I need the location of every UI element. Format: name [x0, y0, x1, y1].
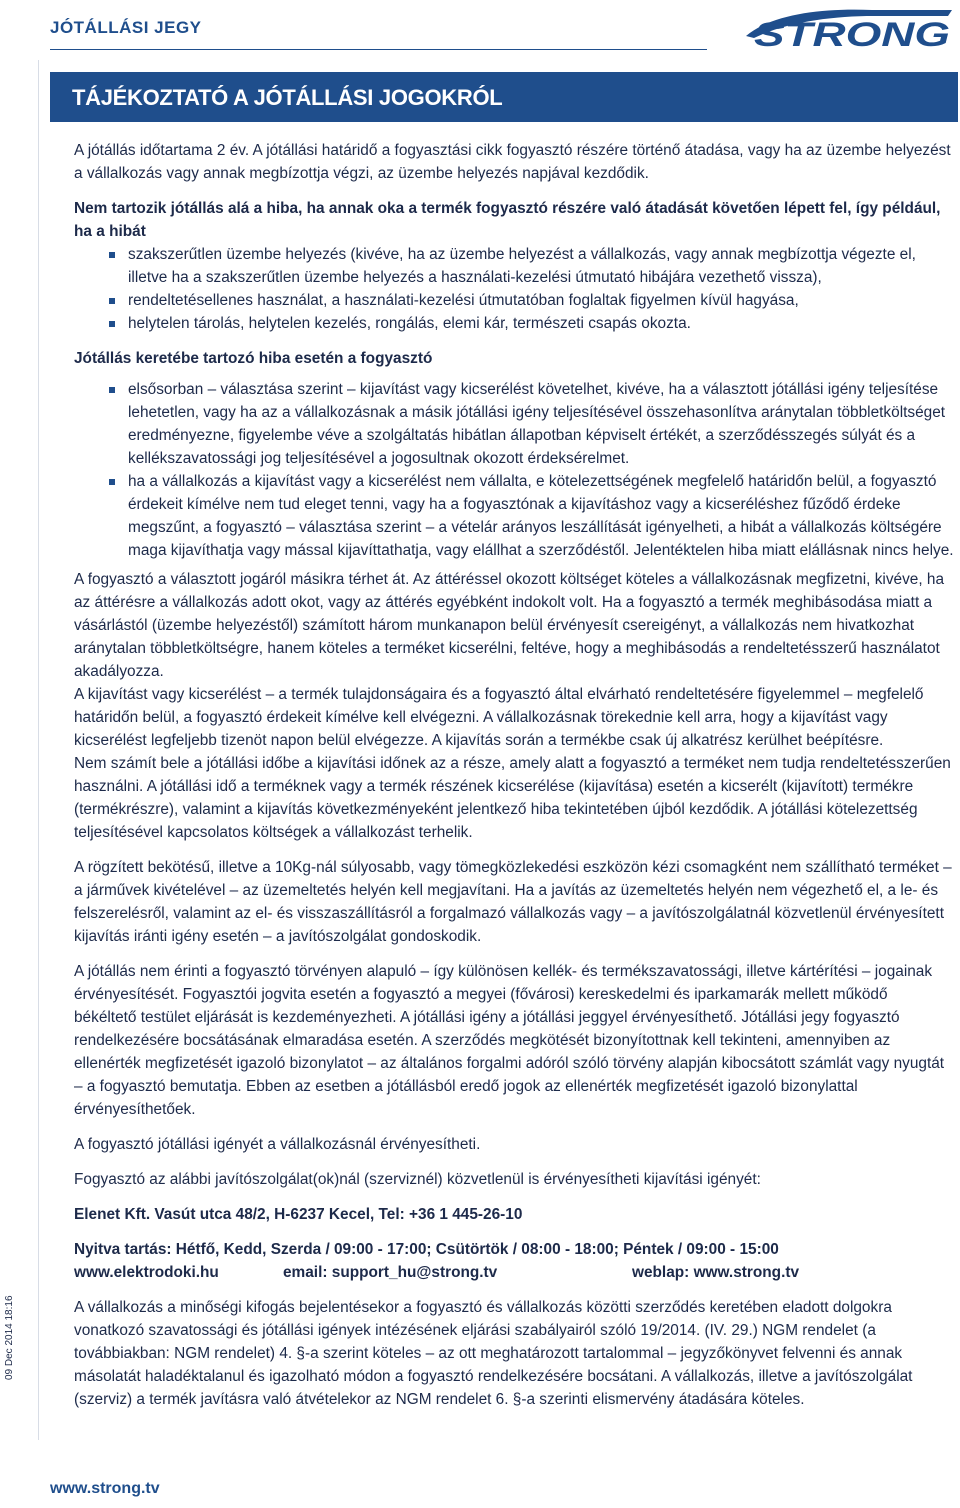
opening-hours: Nyitva tartás: Hétfő, Kedd, Szerda / 09:00 - 17:00; Csütörtök / 08:00 - 18:00; Péntek / 09:00 - 15:00	[74, 1241, 779, 1258]
contact-row	[74, 1261, 954, 1284]
paragraph-warranty-period: Nem számít bele a jótállási időbe a kijavítási időnek az a része, amely alatt a fogyasztó a terméket nem tudja rendeltetésszerűen használni. A jótállási idő a terméknek vagy a termék részének kicserélése (kijavítása) esetén a kicserélt (kijavított) termékre (termékrészre), valamint a kijavítás következményeként jelentkező hiba tekintetében újból kezdődik. A jótállási kötelezettség teljesítésével kapcsolatos költségek a vállalkozást terhelik.	[74, 755, 951, 841]
list-item: rendeltetésellenes használat, a használati-kezelési útmutatóban foglaltak figyelmen kívül hagyása,	[74, 289, 954, 312]
paragraph-repair-deadline: A kijavítást vagy kicserélést – a termék tulajdonságaira és a fogyasztó által elvárható rendeltetésére figyelemmel – megfelelő határidőn belül, a fogyasztó érdekeit kímélve kell elvégezni. A vállalkozásnak törekednie kell arra, hogy a kijavítást vagy kicserélést legfeljebb tizenöt napon belül elvégezze. A kijavítás során a termékbe csak új alkatrész kerülhet beépítésre.	[74, 686, 924, 749]
support-email-link[interactable]: email: support_hu@strong.tv	[283, 1264, 498, 1281]
exclusion-list	[74, 243, 954, 335]
paragraph-consumer-rights: A jótállás nem érinti a fogyasztó törvényen alapuló – így különösen kellék- és termékszavatossági, illetve kártérítési – jogainak érvényesítését. Fogyasztói jogvita esetén a fogyasztó a megyei (fővárosi) kereskedelmi és iparkamarák mellett működő békéltető testület eljárását is kezdeményezheti. A jótállási igény a jótállási jeggyel érvényesíthető. Jótállási jegy fogyasztó rendelkezésére bocsátásának elmaradása esetén. A szerződés megkötését bizonyítottnak kell tekinteni, amennyiben az ellenérték megfizetését igazoló bizonylatot – az általános forgalmi adóról szóló törvény alapján kibocsátott számlát vagy nyugtát – a fogyasztó bemutatja. Ebben az esetben a jótállásból eredő jogok az ellenérték megfizetését igazoló bizonylattal érvényesíthetőek.	[74, 963, 945, 1118]
paragraph-exclusions: Nem tartozik jótállás alá a hiba, ha annak oka a termék fogyasztó részére való átadását követően lépett fel, így például, ha a hibát	[74, 200, 941, 240]
paragraph-onsite-repair: A rögzített bekötésű, illetve a 10Kg-nál súlyosabb, vagy tömegközlekedési eszközön kézi csomagként nem szállítható terméket – a járművek kivételével – az üzemeltetés helyén kell megjavítani. Ha a javítás az üzemeltetés helyén nem végezhető el, a le- és felszerelésről, valamint az el- és visszaszállításról a forgalmazó vállalkozás vagy – a javítószolgálatnál közvetlenül érvényesített kijavítás iránti igény esetén – a javítószolgálat gondoskodik.	[74, 859, 952, 945]
strong-website-link[interactable]: weblap: www.strong.tv	[632, 1264, 800, 1281]
footer-url-link[interactable]: www.strong.tv	[50, 1480, 160, 1497]
section-banner	[50, 72, 958, 122]
side-rule	[38, 60, 39, 1440]
warranty-body	[74, 139, 954, 1411]
list-item: ha a vállalkozás a kijavítást vagy a kicserélést nem vállalta, e kötelezettségének megfelelő határidőn belül, a fogyasztó érdekeit kímélve nem tud eleget tenni, vagy ha a fogyasztónak a kijavításhoz vagy a kicseréléshez fűződő érdeke megszűnt, a fogyasztó – választása szerint – a vételár arányos leszállítását igényelheti, a hibát a vállalkozás költségére maga kijavíthatja vagy mással kijavíttathatja, vagy elállhat a szerződéstől. Jelentéktelen hiba miatt elállásnak nincs helye.	[74, 470, 954, 562]
rights-list	[74, 378, 954, 562]
header-divider	[50, 49, 707, 50]
service-website-link[interactable]: www.elektrodoki.hu	[74, 1264, 219, 1281]
paragraph-ngm-regulation: A vállalkozás a minőségi kifogás bejelentésekor a fogyasztó és vállalkozás közötti szerződés keretében eladott dolgokra vonatkozó szavatossági és jótállási igények intézésének eljárási szabályairól szóló 19/2014. (IV. 29.) NGM rendelet (a továbbiakban: NGM rendelet) 4. §-a szerint köteles – az ott meghatározott tartalommal – jegyzőkönyvet felvenni és annak másolatát haladéktalanul és igazolható módon a fogyasztó rendelkezésére bocsátani. A vállalkozás, illetve a javítószolgálat (szerviz) a termék javításra való átvételekor az NGM rendelet 6. §-a szerinti elismervény átadására köteles.	[74, 1299, 913, 1408]
paragraph-claim: A fogyasztó jótállási igényét a vállalkozásnál érvényesítheti.	[74, 1136, 481, 1153]
paragraph-switch-right: A fogyasztó a választott jogáról másikra térhet át. Az áttéréssel okozott költséget köteles a vállalkozásnak megfizetni, kivéve, ha az áttérésre a vállalkozás adott okot, vagy az áttérés egyébként indokolt volt. Ha a fogyasztó a termék meghibásodása miatt a vásárlástól (üzembe helyezéstől) számított három munkanapon belül érvényesít csereigényt, a vállalkozás nem hivatkozhat aránytalan többletköltségre, hanem köteles a terméket kicserélni, feltéve, hogy a meghibásodás a rendeltetésszerű használatot akadályozza.	[74, 571, 945, 680]
list-item: szakszerűtlen üzembe helyezés (kivéve, ha az üzembe helyezést a vállalkozás, vagy annak megbízottja végezte el, illetve ha a szakszerűtlen üzembe helyezés a használati-kezelési útmutató hibájára vezethető vissza),	[74, 243, 954, 289]
page-header-title: JÓTÁLLÁSI JEGY	[50, 18, 202, 37]
paragraph-duration: A jótállás időtartama 2 év. A jótállási határidő a fogyasztási cikk fogyasztó részére történő átadása, vagy ha az üzembe helyezést a vállalkozás vagy annak megbízottja végzi, az üzembe helyezés napjával kezdődik.	[74, 142, 951, 182]
paragraph-service-intro: Fogyasztó az alábbi javítószolgálat(ok)nál (szerviznél) közvetlenül is érvényesítheti kijavítási igényét:	[74, 1171, 761, 1188]
print-date: 09 Dec 2014 18:16	[4, 1295, 15, 1380]
list-item: helytelen tárolás, helytelen kezelés, rongálás, elemi kár, természeti csapás okozta.	[74, 312, 954, 335]
service-address: Elenet Kft. Vasút utca 48/2, H-6237 Kecel, Tel: +36 1 445-26-10	[74, 1206, 523, 1223]
strong-logo	[742, 6, 958, 50]
banner-title: TÁJÉKOZTATÓ A JÓTÁLLÁSI JOGOKRÓL	[72, 85, 503, 110]
logo-wordmark: STRONG	[754, 16, 950, 50]
list-item: elsősorban – választása szerint – kijavítást vagy kicserélést követelhet, kivéve, ha a választott jótállási igény teljesítése lehetetlen, vagy ha az a vállalkozásnak a másik jótállási igény teljesítésével összehasonlítva aránytalan többletköltséget eredményezne, figyelembe véve a szolgáltatás hibátlan állapotban képviselt értékét, a szerződésszegés súlyát és a kellékszavatossági jog teljesítésével a jogosultnak okozott érdeksérelmet.	[74, 378, 954, 470]
paragraph-rights-heading: Jótállás keretébe tartozó hiba esetén a fogyasztó	[74, 350, 433, 367]
